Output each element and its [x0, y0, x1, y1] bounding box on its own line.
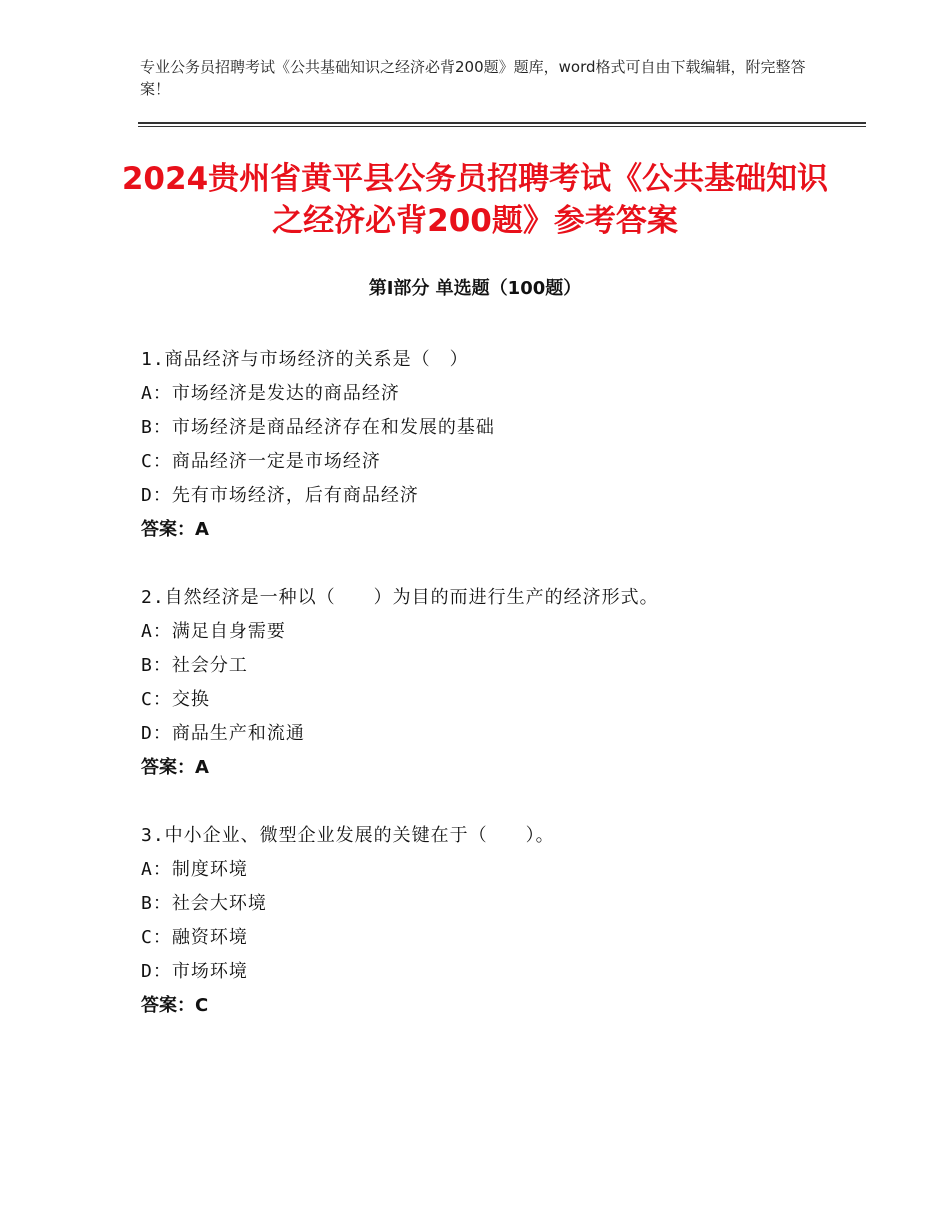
header-divider: [138, 122, 866, 124]
question-1: [141, 343, 861, 547]
option-c: C：融资环境: [141, 927, 248, 948]
option-a: A：市场经济是发达的商品经济: [141, 383, 400, 404]
answer: 答案：A: [141, 757, 209, 778]
question-3: [141, 819, 861, 1023]
question-2: [141, 581, 861, 785]
question-stem: 3.中小企业、微型企业发展的关键在于（ ）。: [141, 825, 555, 846]
document-title: 2024贵州省黄平县公务员招聘考试《公共基础知识之经济必背200题》参考答案: [121, 161, 829, 239]
option-b: B：市场经济是商品经济存在和发展的基础: [141, 417, 495, 438]
option-d: D：商品生产和流通: [141, 723, 305, 744]
option-a: A：满足自身需要: [141, 621, 286, 642]
option-b: B：社会大环境: [141, 893, 267, 914]
section-heading: 第Ⅰ部分 单选题（100题）: [368, 278, 582, 299]
answer: 答案：A: [141, 519, 209, 540]
question-stem: 2.自然经济是一种以（ ）为目的而进行生产的经济形式。: [141, 587, 659, 608]
option-c: C：交换: [141, 689, 210, 710]
header-divider-thin: [138, 126, 866, 127]
header-note: 专业公务员招聘考试《公共基础知识之经济必背200题》题库，word格式可自由下载编辑，附完整答案！: [140, 58, 806, 98]
option-b: B：社会分工: [141, 655, 248, 676]
option-c: C：商品经济一定是市场经济: [141, 451, 381, 472]
question-list: [141, 343, 861, 1057]
question-stem: 1.商品经济与市场经济的关系是（ ）: [141, 349, 469, 370]
option-d: D：先有市场经济，后有商品经济: [141, 485, 419, 506]
option-d: D：市场环境: [141, 961, 248, 982]
option-a: A：制度环境: [141, 859, 248, 880]
answer: 答案：C: [141, 995, 209, 1016]
